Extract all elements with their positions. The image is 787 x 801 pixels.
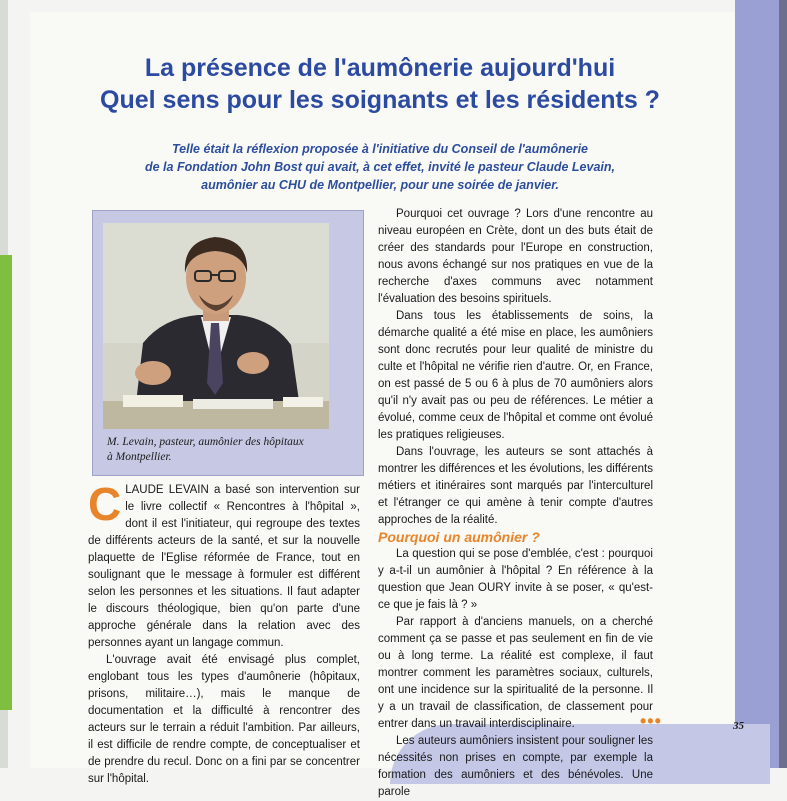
continuation-marker: ••• [640,711,662,731]
right-paragraph-2: Dans tous les établissements de soins, la démarche qualité a été mise en place, les aumôniers sont donc recrutés pour leur qualité de ministre du culte et l'hôpital ne vérifie rien d'autre. Or, en France, on est passé de 5 ou 6 à plus de 70 aumôniers alors qu'il n'y avait pas ou peu de références. Le métier a évolué, comme ceux de l'hôpital et comme ont évolué les pratiques religieuses. [378,310,653,441]
caption-line-2: à Montpellier. [107,451,172,463]
drop-cap: C [88,478,122,530]
portrait-photo [103,223,329,429]
photo-frame [92,210,364,476]
left-column [88,478,360,788]
right-column [378,206,653,801]
title-line-1: La présence de l'aumônerie aujourd'hui [144,54,616,82]
right-paragraph-4: La question qui se pose d'emblée, c'est : pourquoi y a-t-il un aumônier à l'hôpital ? En référence à la question que Jean OURY invite à se poser, « qu'est-ce que je fais là ? » [378,548,653,611]
portrait-illustration [103,223,329,429]
title-line-2: Quel sens pour les soignants et les résidents ? [100,86,660,114]
article-title [80,52,680,116]
left-paragraph-1 [88,478,360,652]
left-paragraph-1-text: LAUDE LEVAIN a basé son intervention sur le livre collectif « Rencontres à l'hôpital », dont il est l'initiateur, qui regroupe des textes de différents acteurs de la santé, et sur la nouvelle plaquette de l'Eglise réformée de France, tout en soulignant que le message à formuler est différent selon les personnes et les situations. Il faut adapter le discours théologique, bien qu'on parte d'une approche générale dans la relation avec des personnes ayant un langage commun. [88,484,360,649]
intro-line-1: Telle était la réflexion proposée à l'initiative du Conseil de l'aumônerie [171,142,588,156]
right-paragraph-1: Pourquoi cet ouvrage ? Lors d'une rencontre au niveau européen en Crète, dont un des buts était de créer des standards pour l'Europe en construction, nous avons échangé sur nos pratiques en vue de la recherche d'axes communs avec notamment l'évaluation des besoins spirituels. [378,208,653,305]
article-page [30,12,735,798]
page-edge [779,0,787,768]
green-margin-band [0,255,12,710]
photo-caption [107,435,347,465]
article-intro [120,140,640,194]
intro-line-2: de la Fondation John Bost qui avait, à cet effet, invité le pasteur Claude Levain, [144,160,615,174]
caption-line-1: M. Levain, pasteur, aumônier des hôpitaux [107,436,304,448]
right-paragraph-5: Par rapport à d'anciens manuels, on a cherché comment ça se passe et pas seulement en fin de vie ou à long terme. La réalité est complexe, il faut montrer comment les paramètres sociaux, culturels, ont une incidence sur la spiritualité de la personne. Il y a un travail de classification, de classement pour entrer dans un travail interdisciplinaire. [378,616,653,730]
page-number: 35 [733,720,744,732]
right-paragraph-3: Dans l'ouvrage, les auteurs se sont attachés à montrer les différences et les évolutions, les différents métiers et itinéraires sont marqués par l'interculturel et l'étranger ce qui amène à tenir compte d'autres approches de la réalité. [378,446,653,526]
right-paragraph-6: Les auteurs aumôniers insistent pour souligner les nécessités non prises en compte, par exemple la formation des aumôniers et des bénévoles. Une parole [378,735,653,798]
section-subheading: Pourquoi un aumônier ? [378,529,540,545]
left-paragraph-2: L'ouvrage avait été envisagé plus complet, englobant tous les types d'aumônerie (hôpitaux, prisons, militaire…), mais le manque de documentation et la difficulté à rencontrer des acteurs sur le terrain a réduit l'ambition. Par ailleurs, il est difficile de rendre compte, de conceptualiser et de prendre du recul. Donc on a fini par se concentrer sur l'hôpital. [88,654,360,785]
intro-line-3: aumônier au CHU de Montpellier, pour une soirée de janvier. [201,178,559,192]
